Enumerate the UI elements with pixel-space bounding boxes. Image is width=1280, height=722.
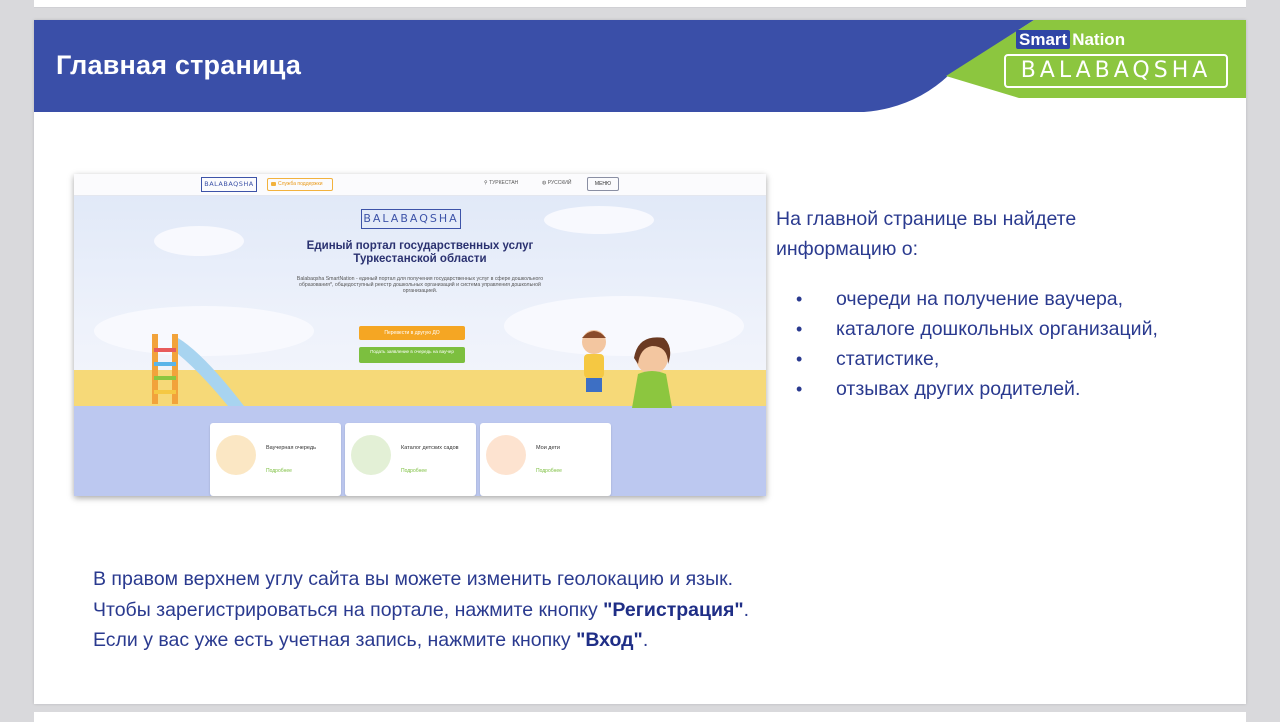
card-more-link[interactable]: Подробнее <box>266 468 292 474</box>
children-illustration <box>568 324 718 410</box>
info-list <box>796 284 1216 404</box>
info-intro: На главной странице вы найдете информацию о: <box>776 208 1077 260</box>
card-more-link[interactable]: Подробнее <box>401 468 427 474</box>
cloud <box>544 206 654 234</box>
instructions-text <box>93 564 1093 656</box>
card-title: Каталог детских садов <box>401 445 459 451</box>
card-kindergarten-catalog[interactable] <box>345 423 476 496</box>
register-line: Чтобы зарегистрироваться на портале, нажмите кнопку "Регистрация". <box>93 598 750 621</box>
location-pin-icon: ⚲ <box>484 180 490 186</box>
previous-slide-edge <box>34 0 1246 8</box>
list-item: • отзывах других родителей. <box>796 374 1216 404</box>
apply-voucher-button[interactable]: Подать заявление в очередь на ваучер <box>359 347 465 363</box>
kindergarten-illustration <box>351 435 391 475</box>
transfer-button[interactable]: Перевести в другую ДО <box>359 326 465 340</box>
website-screenshot <box>74 174 766 496</box>
hero-title: Единый портал государственных услуг Туркестанской области <box>306 240 534 265</box>
voucher-illustration <box>216 435 256 475</box>
list-item: • статистике, <box>796 344 1216 374</box>
logo-smart: Smart <box>1016 30 1070 49</box>
card-more-link[interactable]: Подробнее <box>536 468 562 474</box>
hero-logo: BALABAQSHA <box>361 209 461 229</box>
menu-button[interactable]: МЕНЮ <box>587 177 619 191</box>
logo-nation: Nation <box>1072 30 1126 49</box>
login-keyword: "Вход" <box>576 629 643 651</box>
slide-illustration <box>144 314 254 410</box>
geo-language-line: В правом верхнем углу сайта вы можете изменить геолокацию и язык. <box>93 568 734 590</box>
smartnation-logo <box>1004 30 1228 88</box>
next-slide-edge <box>34 712 1246 722</box>
children-illustration <box>486 435 526 475</box>
slide <box>34 20 1246 704</box>
location-selector[interactable]: ⚲ ТУРКЕСТАН <box>484 180 519 186</box>
site-logo[interactable]: BALABAQSHA <box>201 177 257 192</box>
list-item: • очереди на получение ваучера, <box>796 284 1216 314</box>
card-voucher-queue[interactable] <box>210 423 341 496</box>
hero-description: Balabaqsha SmartNation - единый портал для получения государственных услуг в сфере дошкольного образования*, общедоступный реестр дошкольных организаций и система управления дошкольной организацией. <box>296 276 544 295</box>
login-line: Если у вас уже есть учетная запись, нажмите кнопку "Вход". <box>93 629 649 651</box>
site-navbar <box>74 174 766 196</box>
register-keyword: "Регистрация" <box>603 598 744 621</box>
card-title: Ваучерная очередь <box>266 445 316 451</box>
card-my-children[interactable] <box>480 423 611 496</box>
globe-icon: ◍ <box>542 180 548 186</box>
support-button[interactable]: Служба поддержки <box>267 178 333 191</box>
list-item: • каталоге дошкольных организаций, <box>796 314 1216 344</box>
card-title: Мои дети <box>536 445 560 451</box>
language-selector[interactable]: ◍ РУССКИЙ <box>542 180 572 186</box>
slide-header <box>34 20 1246 114</box>
page-title: Главная страница <box>56 50 302 80</box>
cloud <box>154 226 244 256</box>
logo-balabaqsha: BALABAQSHA <box>1004 54 1228 88</box>
